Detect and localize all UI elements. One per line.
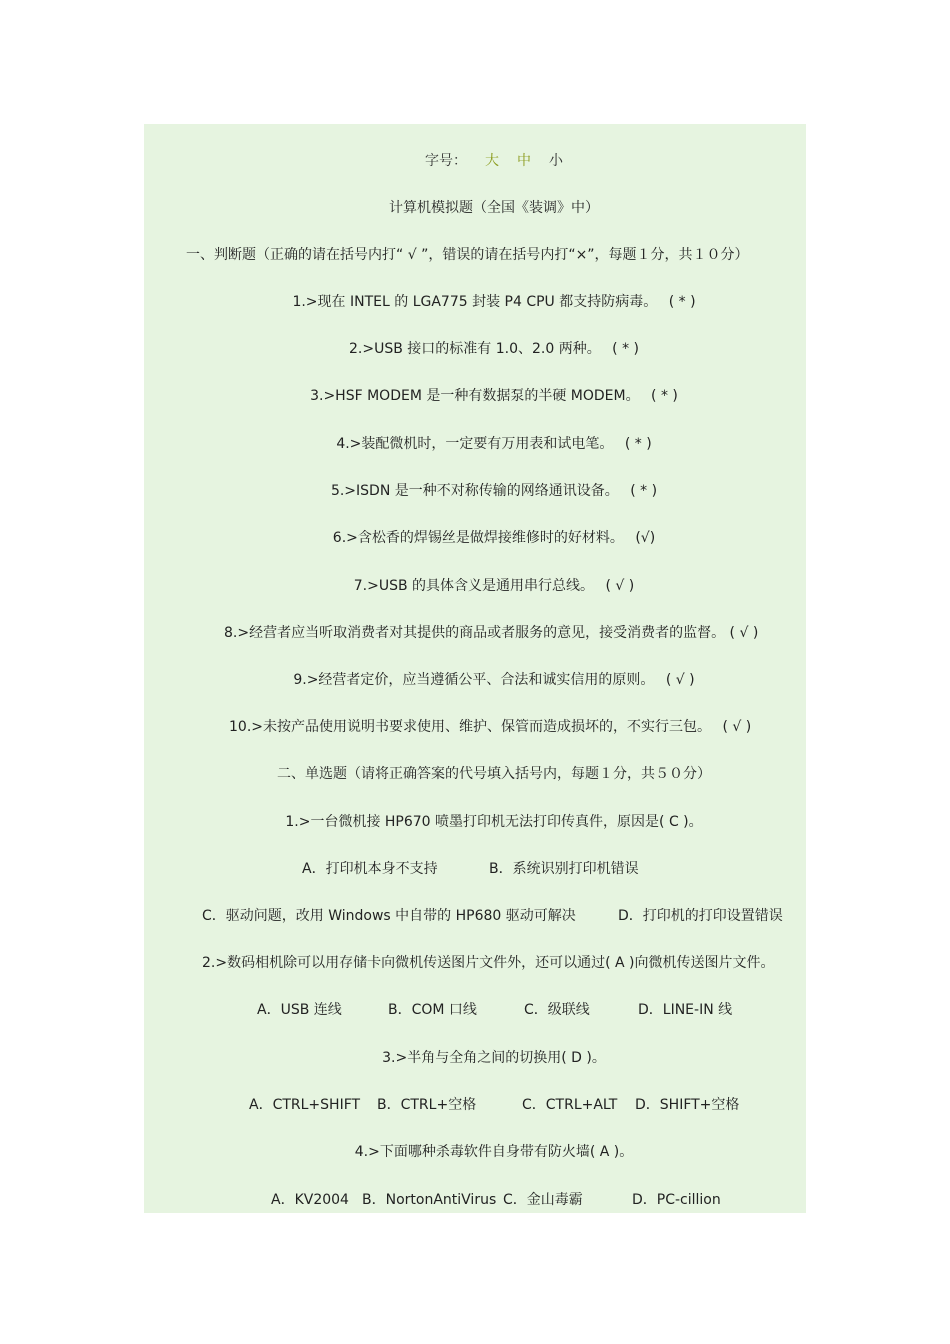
judge-item: 8.>经营者应当听取消费者对其提供的商品或者服务的意见，接受消费者的监督。 ( √ ): [224, 625, 759, 641]
answer-option: A．KV2004: [271, 1192, 349, 1208]
answer-option: B．COM 口线: [388, 1002, 477, 1018]
judge-item: 1.>现在 INTEL 的 LGA775 封装 P4 CPU 都支持防病毒。 ( * ): [292, 294, 696, 310]
answer-option: D．打印机的打印设置错误: [618, 908, 783, 924]
question-text: 1.>一台微机接 HP670 喷墨打印机无法打印传真件，原因是( C )。: [285, 814, 703, 830]
judge-item: 2.>USB 接口的标准有 1.0、2.0 两种。 ( * ): [349, 341, 639, 357]
font-size-large-link[interactable]: 大: [485, 153, 499, 169]
answer-option: B．NortonAntiVirus: [362, 1192, 497, 1208]
answer-option: C．级联线: [524, 1002, 590, 1018]
question-text: 4.>下面哪种杀毒软件自身带有防火墙( A )。: [354, 1144, 634, 1160]
judge-item: 4.>装配微机时，一定要有万用表和试电笔。 ( * ): [336, 436, 652, 452]
judge-item: 10.>未按产品使用说明书要求使用、维护、保管而造成损坏的，不实行三包。 ( √ ): [229, 719, 752, 735]
section1-heading: 一、判断题（正确的请在括号内打“ √ ”，错误的请在括号内打“×”，每题１分，共１０分）: [186, 247, 749, 263]
section2-heading: 二、单选题（请将正确答案的代号填入括号内，每题１分，共５０分）: [277, 766, 711, 782]
font-size-selector: [144, 151, 844, 171]
answer-option: C．CTRL+ALT: [522, 1097, 618, 1113]
judge-item: 7.>USB 的具体含义是通用串行总线。 ( √ ): [353, 578, 635, 594]
page-title: 计算机模拟题（全国《装调》中）: [389, 200, 599, 216]
judge-item: 6.>含松香的焊锡丝是做焊接维修时的好材料。 (√): [332, 530, 656, 546]
answer-option: D．PC-cillion: [632, 1192, 721, 1208]
judge-item: 9.>经营者定价，应当遵循公平、合法和诚实信用的原则。 ( √ ): [293, 672, 695, 688]
answer-option: B．CTRL+空格: [377, 1097, 477, 1113]
answer-option: D．SHIFT+空格: [635, 1097, 740, 1113]
answer-option: B．系统识别打印机错误: [489, 861, 639, 877]
judge-item: 5.>ISDN 是一种不对称传输的网络通讯设备。 ( * ): [330, 483, 658, 499]
answer-option: A．打印机本身不支持: [302, 861, 438, 877]
question-text: 3.>半角与全角之间的切换用( D )。: [382, 1050, 606, 1066]
question-text: 2.>数码相机除可以用存储卡向微机传送图片文件外，还可以通过( A )向微机传送图片文件。: [202, 955, 775, 971]
answer-option: C．金山毒霸: [503, 1192, 583, 1208]
judge-item: 3.>HSF MODEM 是一种有数据泵的半硬 MODEM。 ( * ): [310, 388, 678, 404]
answer-option: C．驱动问题，改用 Windows 中自带的 HP680 驱动可解决: [202, 908, 576, 924]
font-size-label: 字号：: [425, 153, 467, 169]
font-size-small-link[interactable]: 小: [549, 153, 563, 169]
answer-option: A．USB 连线: [257, 1002, 342, 1018]
answer-option: A．CTRL+SHIFT: [249, 1097, 361, 1113]
font-size-medium-link[interactable]: 中: [517, 153, 531, 169]
answer-option: D．LINE-IN 线: [638, 1002, 733, 1018]
